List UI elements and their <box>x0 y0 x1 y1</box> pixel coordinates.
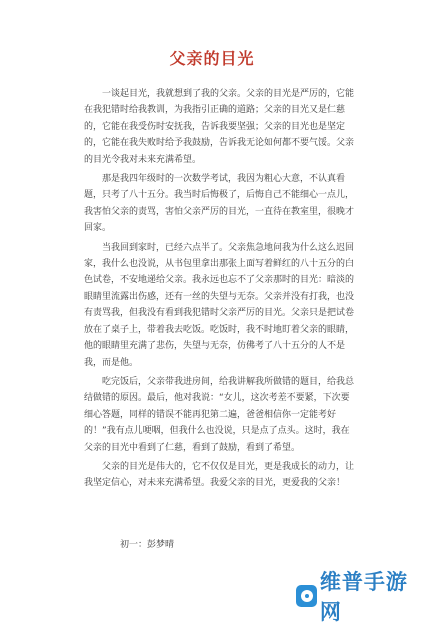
article-title: 父亲的目光 <box>169 49 255 68</box>
paragraph-4: 吃完饭后，父亲带我进房间，给我讲解我所做错的题目，给我总结做错的原因。最后，他对我说：“女儿，这次考差不要紧，下次要细心答题，同样的错误不能再犯第二遍，爸爸相信你一定能考好的！”我有点儿哽咽，但我什么也没说，只是点了点头。这时，我在父亲的目光中看到了仁慈，看到了鼓励，看到了希望。 <box>84 376 355 453</box>
paragraph-5: 父亲的目光是伟大的，它不仅仅是目光，更是我成长的动力，让我坚定信心，对未来充满希望。我爱父亲的目光，更爱我的父亲！ <box>84 461 355 489</box>
swirl-logo-icon <box>296 585 317 607</box>
paragraph-2: 那是我四年级时的一次数学考试，我因为粗心大意，不认真看题，只考了八十五分。我当时后悔极了，后悔自己不能细心一点儿，我害怕父亲的责骂，害怕父亲严厉的目光，一直待在教室里，很晚才回家。 <box>84 174 355 234</box>
article-body <box>84 86 358 495</box>
author-line: 初一：彭梦晴 <box>120 540 175 550</box>
paragraph-1: 一谈起目光，我就想到了我的父亲。父亲的目光是严厉的，它能在我犯错时给我教训，为我指引正确的道路；父亲的目光又是仁慈的，它能在我受伤时安抚我，告诉我要坚强；父亲的目光也是坚定的，它能在我失败时给予我鼓励，告诉我无论如何都不要气馁。父亲的目光令我对未来充满希望。 <box>84 89 355 165</box>
watermark-text: 维普手游网 <box>319 570 408 624</box>
paragraph-3: 当我回到家时，已经六点半了。父亲焦急地问我为什么这么迟回家，我什么也没说，从书包里拿出那张上面写着鲜红的八十五分的白色试卷，不安地递给父亲。我永远也忘不了父亲那时的目光：暗淡的眼睛里流露出伤感，还有一丝的失望与无奈。父亲并没有打我，也没有责骂我，但我没有看到我犯错时父亲严厉的目光。父亲只是把试卷放在了桌子上，带着我去吃饭。吃饭时，我不时地盯着父亲的眼睛，他的眼睛里充满了悲伤，失望与无奈，仿佛考了八十五分的人不是我，而是他。 <box>84 242 355 368</box>
site-watermark <box>296 566 424 626</box>
